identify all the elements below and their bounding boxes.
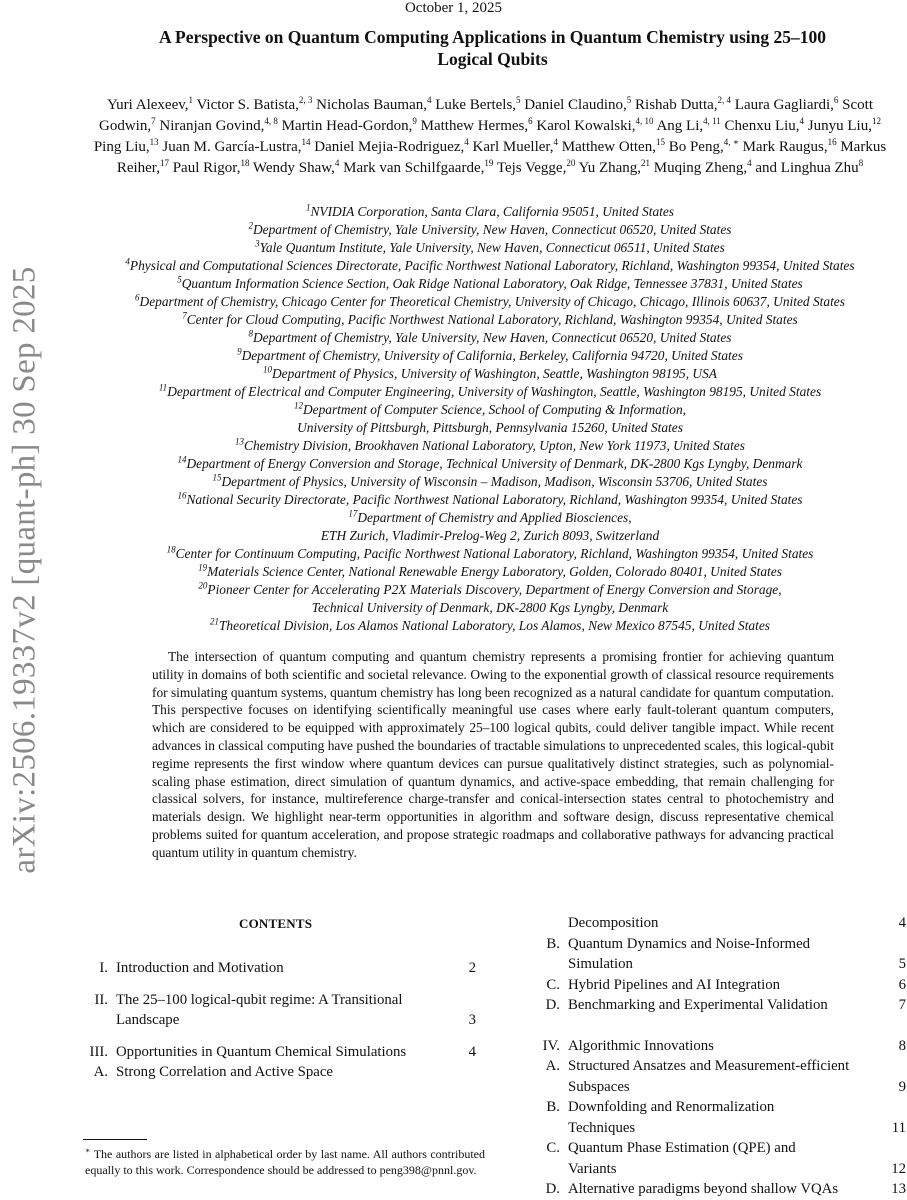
author-name: Victor S. Batista, [196,97,299,113]
affiliation-text: Department of Electrical and Computer Engineering, University of Washington, Seattle, Washington 98195, United States [167,384,822,399]
toc-entry-page: 9 [898,1078,906,1095]
author-name: Daniel Mejia-Rodriguez, [314,139,465,155]
affiliation-continuation: ETH Zurich, Vladimir-Prelog-Weg 2, Zurich 8093, Switzerland [320,528,660,543]
toc-entry [520,934,907,975]
toc-entry-title [568,913,870,934]
author-affiliation-marker: 19 [484,158,494,168]
toc-entry-title-line: Benchmarking and Experimental Validation [568,997,828,1013]
affiliation [60,221,907,239]
toc-entry-number: IV. [542,1037,560,1054]
affiliation-text: Yale Quantum Institute, Yale University, New Haven, Connecticut 06511, United States [259,240,725,255]
toc-entry-page: 11 [891,1119,906,1136]
author-name: Ping Liu, [93,139,150,155]
author [524,97,631,113]
author [162,139,310,155]
author [314,139,468,155]
arxiv-identifier: arXiv:2506.19337v2 [quant-ph] 30 Sep 2025 [6,266,43,874]
affiliation [60,455,907,473]
author-name: Yu Zhang, [578,160,642,176]
author-name: Juan M. García-Lustra, [162,139,302,155]
affiliation-number: 18 [166,544,176,555]
toc-entry-title-line: Strong Correlation and Active Space [116,1064,333,1080]
toc-entry-title-line: Techniques [568,1119,636,1136]
affiliation [60,383,907,401]
affiliation [60,509,907,527]
toc-entry-number: III. [89,1043,108,1060]
affiliation-text: Department of Energy Conversion and Storage, Technical University of Denmark, DK-2800 Kgs Lyngby, Denmark [186,456,803,471]
toc-entry-title-line: Algorithmic Innovations [568,1037,714,1054]
affiliation [60,617,907,635]
author-name: Tejs Vegge, [496,160,567,176]
affiliation [60,545,907,563]
toc-entry-title-line: The 25–100 logical-qubit regime: A Transitional [116,991,403,1008]
author-affiliation-marker: 6 [833,95,839,105]
toc-entry-number: D. [545,1181,560,1197]
footnote [85,1146,485,1178]
author-affiliation-marker: 5 [626,95,632,105]
title-line-1: A Perspective on Quantum Computing Applications in Quantum Chemistry using 25–100 [158,27,827,47]
author [562,139,665,155]
footnote-rule [83,1139,147,1140]
footnote-text: The authors are listed in alphabetical order by last name. All authors contributed equally to this work. Correspondence should be addressed to peng398@pnnl.gov. [85,1147,485,1177]
author [755,160,863,176]
author-affiliation-marker: 1 [188,95,194,105]
toc-entry-title [568,934,870,975]
author-name: Matthew Otten, [561,139,656,155]
affiliation-text: Department of Chemistry, Yale University, New Haven, Connecticut 06520, United States [252,222,732,237]
paper-date: October 1, 2025 [404,0,503,16]
toc-entry-page: 13 [891,1181,906,1197]
author [282,118,417,134]
toc-entry-title-line: Subspaces [568,1078,630,1095]
affiliation [60,365,907,383]
toc-entry [520,1036,907,1057]
affiliation [60,401,907,419]
author-name: Karol Kowalski, [536,118,636,134]
author [197,97,313,113]
author-affiliation-marker: 4, 11 [703,116,721,126]
affiliation-text: Department of Physics, University of Washington, Seattle, Washington 98195, USA [272,366,717,381]
toc-entry-title [568,995,870,1016]
toc-entry-title-line: Decomposition [568,915,659,931]
affiliation [60,473,907,491]
toc-entry-title [116,1062,440,1083]
affiliation [60,347,907,365]
affiliation [60,581,907,599]
author-name: Karl Mueller, [472,139,554,155]
author-affiliation-marker: 4 [426,95,432,105]
affiliation [60,239,907,257]
author [497,160,576,176]
footnote-mark: ∗ [85,1146,91,1155]
arxiv-side-stamp [0,230,50,910]
author [669,139,739,155]
affiliation [60,203,907,221]
author-affiliation-marker: 4, 8 [264,116,278,126]
author-name: Wendy Shaw, [252,160,335,176]
title-line-2: Logical Qubits [437,49,548,69]
affiliation-text: Department of Chemistry, Chicago Center for Theoretical Chemistry, University of Chicago, Chicago, Illinois 60637, United States [139,294,845,309]
author-name: Mark van Schilfgaarde, [343,160,485,176]
author [579,160,651,176]
paper-title [95,26,890,70]
affiliation-number: 17 [348,508,358,519]
toc-entry-number: A. [545,1058,560,1074]
author-affiliation-marker: 5 [516,95,521,105]
author-affiliation-marker: 4, ∗ [723,137,739,147]
affiliation-number: 6 [135,292,140,303]
affiliation-number: 14 [177,454,187,465]
author [173,160,250,176]
author [536,118,653,134]
author-affiliation-marker: 6 [528,116,533,126]
author-name: and Linghua Zhu [755,160,859,176]
affiliation-number: 20 [198,580,208,591]
affiliation [60,275,907,293]
affiliation-number: 16 [177,490,187,501]
toc-entry-number: D. [545,997,560,1013]
author-name: Niranjan Govind, [159,118,265,134]
toc-entry-title-line: Landscape [116,1012,180,1028]
toc-entry-number: II. [94,991,108,1008]
author-name: Junyu Liu, [807,118,872,134]
author-affiliation-marker: 18 [240,158,250,168]
toc-entry-page: 4 [898,915,906,931]
affiliation-number: 2 [248,220,253,231]
toc-entry-title-line: Simulation [568,956,633,972]
author-name: Matthew Hermes, [420,118,529,134]
author-affiliation-marker: 8 [858,158,864,168]
affiliation-text: Pioneer Center for Accelerating P2X Materials Discovery, Department of Energy Conversion and Storage, [207,582,782,597]
author [253,160,339,176]
affiliation-text: Materials Science Center, National Renewable Energy Laboratory, Golden, Colorado 80401, United States [207,564,782,579]
toc-entry-title [568,1179,870,1200]
toc-right-column [520,913,907,1200]
affiliation-number: 13 [235,436,245,447]
toc-entry [520,1056,907,1097]
toc-entry-page: 6 [898,976,906,993]
affiliation-text: Department of Chemistry, University of California, Berkeley, California 94720, United States [241,348,743,363]
author-name: Paul Rigor, [172,160,241,176]
toc-entry-number: I. [99,960,108,976]
toc-entry [520,913,907,934]
author-affiliation-marker: 4, 10 [635,116,654,126]
author [94,139,159,155]
toc-entry-title-line: Quantum Dynamics and Noise-Informed [568,935,811,952]
author-affiliation-marker: 12 [871,116,881,126]
toc-entry-page: 12 [891,1160,906,1177]
toc-entry-number: C. [546,976,560,993]
toc-entry [520,1179,907,1200]
author-name: Daniel Claudino, [524,97,627,113]
affiliation [60,293,907,311]
author-affiliation-marker: 15 [655,137,665,147]
affiliation-continuation: University of Pittsburgh, Pittsburgh, Pennsylvania 15260, United States [297,420,683,435]
affiliation [60,563,907,581]
toc-entry-page: 2 [468,960,476,976]
author-affiliation-marker: 20 [566,158,576,168]
affiliation-text: Quantum Information Science Section, Oak Ridge National Laboratory, Oak Ridge, Tennessee 37831, United States [181,276,803,291]
toc-entry-title-line: Opportunities in Quantum Chemical Simulations [116,1043,407,1060]
affiliation-list [60,203,907,635]
author-name: Scott Godwin, [99,97,873,134]
affiliation-text: National Security Directorate, Pacific Northwest National Laboratory, Richland, Washington 99354, United States [186,492,803,507]
toc-entry [85,1062,480,1083]
author-name: Rishab Dutta, [635,97,718,113]
affiliation-number: 11 [158,382,168,393]
author [343,160,493,176]
author-affiliation-marker: 4 [464,137,469,147]
toc-entry-page: 8 [898,1037,906,1054]
toc-entry-title-line: Hybrid Pipelines and AI Integration [568,976,781,993]
toc-entry-number: B. [546,1099,560,1115]
toc-entry [520,1097,907,1138]
toc-entry-title [116,990,440,1031]
toc-entry-number: B. [546,935,560,952]
author-name: Yuri Alexeev, [107,97,189,113]
author-affiliation-marker: 7 [151,116,156,126]
toc-entry-title [568,975,870,996]
abstract: The intersection of quantum computing and quantum chemistry represents a promising frontier for achieving quantum utility in domains of both scientific and societal relevance. Owing to the exponential growth of classical resource requirements for simulating quantum systems, quantum chemistry has long been recognized as a natural candidate for quantum computation. This perspective focuses on identifying scientifically meaningful use cases where early fault-tolerant quantum computers, which are considered to be equipped with approximately 25–100 logical qubits, could deliver tangible impact. While recent advances in classical computing have pushed the boundaries of tractable simulations to unprecedented scales, this logical-qubit regime represents the first window where quantum devices can pursue qualitatively distinct strategies, such as polynomial-scaling phase estimation, direct simulation of quantum dynamics, and active-space embedding, that remain challenging for classical solvers, for instance, multireference charge-transfer and conical-intersection states central to photochemistry and materials design. We highlight near-term opportunities in algorithm and software design, discuss representative chemical problems suited for quantum acceleration, and propose strategic roadmaps and collaborative pathways for advancing practical quantum utility in quantum chemistry. [152,649,835,860]
author-name: Markus Reiher, [116,139,887,176]
affiliation-number: 4 [125,256,130,267]
toc-entry-title [568,1056,870,1097]
toc-entry [85,958,480,979]
author-name: Luke Bertels, [435,97,517,113]
affiliation-number: 19 [198,562,208,573]
author [635,97,731,113]
affiliation-number: 5 [177,274,182,285]
author-name: Laura Gagliardi, [734,97,834,113]
affiliation-number: 10 [263,364,273,375]
toc-entry [520,1138,907,1179]
author [435,97,520,113]
affiliation [60,311,907,329]
affiliation-text: NVIDIA Corporation, Santa Clara, California 95051, United States [310,204,675,219]
author-list [85,95,895,179]
affiliation-number: 8 [248,328,253,339]
affiliation-continuation: Technical University of Denmark, DK-2800 Kgs Lyngby, Denmark [311,600,669,615]
affiliation-number: 15 [212,472,222,483]
toc-entry-page: 5 [898,956,906,972]
affiliation [60,329,907,347]
affiliation-number: 7 [182,310,187,321]
author [107,97,193,113]
affiliation-text: Theoretical Division, Los Alamos National Laboratory, Los Alamos, New Mexico 87545, United States [218,618,770,633]
affiliation [60,437,907,455]
author-affiliation-marker: 4 [553,137,559,147]
affiliation-text: Department of Physics, University of Wisconsin – Madison, Madison, Wisconsin 53706, United States [221,474,768,489]
toc-entry-page: 3 [468,1012,476,1028]
affiliation-number: 9 [237,346,242,357]
author [654,160,752,176]
toc-entry-title [568,1036,870,1057]
author-name: Ang Li, [656,118,704,134]
affiliation [60,491,907,509]
toc-entry [85,1042,480,1063]
author [735,97,839,113]
toc-entry [520,995,907,1016]
affiliation-text: Physical and Computational Sciences Directorate, Pacific Northwest National Laboratory, Richland, Washington 99354, United States [129,258,855,273]
author [421,118,533,134]
author [473,139,559,155]
toc-entry-page: 7 [898,997,906,1013]
affiliation-text: Department of Chemistry and Applied Biosciences, [357,510,632,525]
affiliation-number: 1 [305,202,311,213]
affiliation-text: Center for Continuum Computing, Pacific Northwest National Laboratory, Richland, Washington 99354, United States [175,546,814,561]
contents-heading: CONTENTS [239,916,313,931]
author-affiliation-marker: 21 [641,158,651,168]
toc-entry-page: 4 [468,1043,476,1060]
toc-entry-number: A. [93,1064,108,1080]
author-affiliation-marker: 2, 4 [717,95,732,105]
toc-entry [85,990,480,1031]
author-name: Bo Peng, [668,139,724,155]
author-affiliation-marker: 2, 3 [298,95,313,105]
author [159,118,277,134]
affiliation-text: Center for Cloud Computing, Pacific Northwest National Laboratory, Richland, Washington 99354, United States [186,312,798,327]
author-name: Martin Head-Gordon, [281,118,413,134]
author-name: Mark Raugus, [742,139,828,155]
toc-entry-title-line: Quantum Phase Estimation (QPE) and [568,1140,796,1156]
author [743,139,837,155]
affiliation-text: Department of Chemistry, Yale University, New Haven, Connecticut 06520, United States [252,330,732,345]
toc-entry [520,975,907,996]
toc-entry-number: C. [546,1140,560,1156]
affiliation-number: 12 [293,400,303,411]
author-name: Muqing Zheng, [653,160,748,176]
toc-entry-title [116,958,440,979]
toc-entry-title-line: Structured Ansatzes and Measurement-efficient [568,1058,850,1074]
author-name: Chenxu Liu, [724,118,800,134]
author-affiliation-marker: 4 [799,116,805,126]
author [808,118,881,134]
affiliation-text: Department of Computer Science, School of Computing & Information, [302,402,687,417]
author-affiliation-marker: 17 [159,158,169,168]
toc-entry-title-line: Downfolding and Renormalization [568,1099,775,1115]
author-name: Nicholas Bauman, [316,97,427,113]
toc-entry-title [568,1138,870,1179]
toc-entry-title [116,1042,440,1063]
affiliation-number: 3 [255,238,260,249]
toc-entry-title-line: Alternative paradigms beyond shallow VQAs [568,1181,839,1197]
author-affiliation-marker: 9 [412,116,417,126]
author-affiliation-marker: 14 [301,137,311,147]
author [725,118,805,134]
toc-entry-title-line: Variants [568,1160,617,1177]
toc-entry-title-line: Introduction and Motivation [116,960,284,976]
affiliation [60,257,907,275]
author-affiliation-marker: 4 [334,158,340,168]
author-affiliation-marker: 16 [827,137,837,147]
author [656,118,720,134]
author-affiliation-marker: 13 [149,137,159,147]
author [316,97,431,113]
author-affiliation-marker: 4 [747,158,752,168]
toc-left-column [85,958,480,1083]
toc-entry-title [568,1097,870,1138]
affiliation-text: Chemistry Division, Brookhaven National Laboratory, Upton, New York 11973, United States [244,438,745,453]
affiliation-number: 21 [209,616,219,627]
